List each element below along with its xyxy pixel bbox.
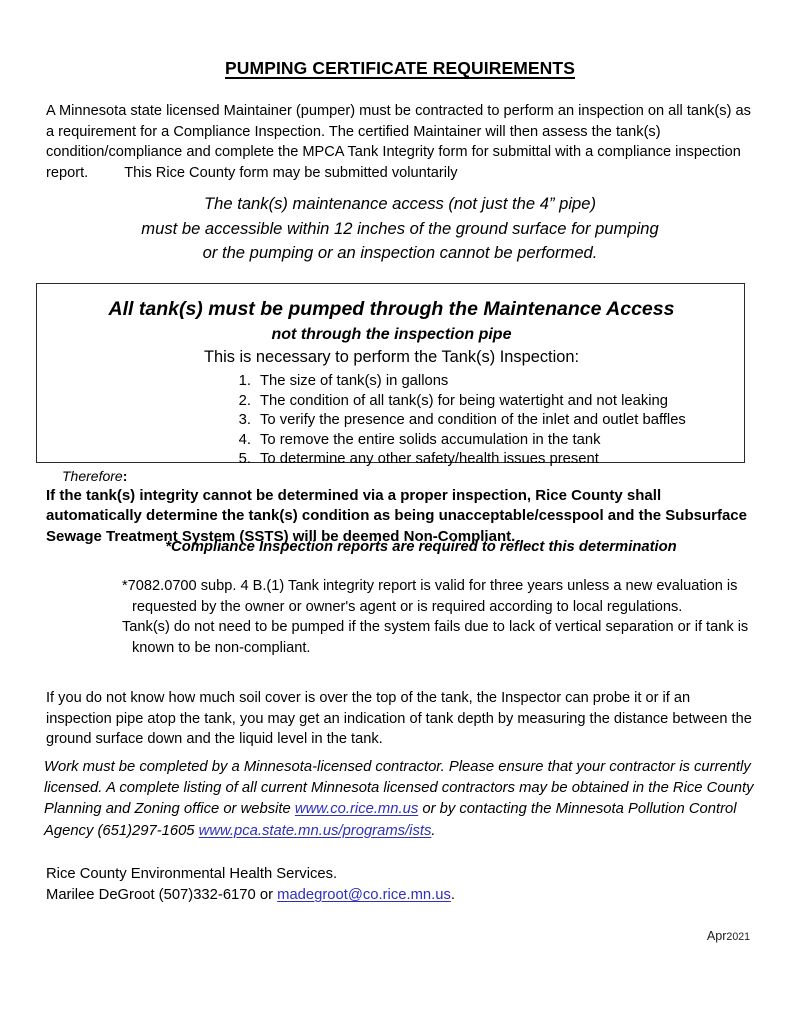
list-item-label: The condition of all tank(s) for being watertight and not leaking bbox=[260, 392, 668, 409]
therefore-label-word: Therefore bbox=[62, 468, 123, 484]
stanza-line-3: or the pumping or an inspection cannot be performed. bbox=[202, 243, 598, 262]
intro-paragraph-tail: This Rice County form may be submitted voluntarily bbox=[124, 164, 458, 181]
licensing-text-3: . bbox=[431, 822, 436, 839]
list-item bbox=[227, 392, 747, 412]
contact-person-line bbox=[46, 885, 646, 906]
contact-organization: Rice County Environmental Health Services. bbox=[46, 866, 338, 882]
therefore-body: If the tank(s) integrity cannot be determined via a proper inspection, Rice County shall automatically determine the tank(s) condition as being unacceptable/cesspool and the Subsurface Sewage Treatment System (SSTS) will be deemed Non-Compliant. bbox=[46, 487, 747, 545]
list-item bbox=[227, 372, 747, 392]
callout-heading-tertiary: This is necessary to perform the Tank(s) Inspection: bbox=[203, 348, 579, 366]
therefore-label-colon: : bbox=[122, 468, 128, 484]
list-item-label: To remove the entire solids accumulation in the tank bbox=[260, 431, 601, 448]
list-item-label: To determine any other safety/health issues present bbox=[260, 451, 599, 468]
maintenance-access-stanza bbox=[40, 192, 760, 266]
list-item-number: 4. bbox=[238, 431, 251, 448]
list-item-number: 3. bbox=[238, 412, 251, 429]
list-item-number: 1. bbox=[238, 373, 251, 389]
footer-date bbox=[600, 929, 750, 943]
statute-paragraph-2: Tank(s) do not need to be pumped if the system fails due to lack of vertical separation or if tank is known to be non-compliant. bbox=[122, 619, 749, 656]
footer-year: 2021 bbox=[726, 931, 750, 943]
contact-email-link[interactable]: madegroot@co.rice.mn.us bbox=[277, 887, 451, 903]
list-item bbox=[227, 450, 747, 470]
statute-block bbox=[122, 576, 762, 658]
mpca-website-link[interactable]: www.pca.state.mn.us/programs/ists bbox=[198, 822, 432, 839]
therefore-label bbox=[62, 468, 127, 484]
rice-county-website-link[interactable]: www.co.rice.mn.us bbox=[294, 801, 419, 818]
contact-block bbox=[46, 864, 646, 906]
stanza-line-1: The tank(s) maintenance access (not just the 4” pipe) bbox=[204, 194, 596, 213]
intro-paragraph-main: A Minnesota state licensed Maintainer (pumper) must be contracted to perform an inspection on all tank(s) as a requirement for a Compliance Inspection. The certified Maintainer will then assess the tank(s) condition/compliance and complete the MPCA Tank Integrity form for submittal with a compliance inspection report. bbox=[46, 103, 751, 181]
statute-paragraph-1: *7082.0700 subp. 4 B.(1) Tank integrity report is valid for three years unless a new evaluation is requested by the owner or owner's agent or is required according to local regulations. bbox=[122, 578, 738, 615]
inspection-requirements-list bbox=[227, 372, 747, 470]
licensing-text-1: Work must be completed by a Minnesota-licensed contractor. Please ensure that your contractor is currently licensed. A complete listing of all current Minnesota licensed contractors may be obtained in the Rice County Planning and Zoning office or website bbox=[44, 759, 754, 818]
contact-person-name: Marilee DeGroot (507)332-6170 or bbox=[46, 887, 278, 903]
stanza-line-2: must be accessible within 12 inches of the ground surface for pumping bbox=[141, 218, 659, 238]
contact-period: . bbox=[450, 887, 455, 903]
compliance-note: *Compliance Inspection reports are required to reflect this determination bbox=[165, 539, 677, 555]
licensing-paragraph bbox=[44, 757, 760, 842]
list-item-label: To verify the presence and condition of the inlet and outlet baffles bbox=[260, 412, 686, 429]
list-item bbox=[227, 431, 747, 451]
callout-heading-secondary: not through the inspection pipe bbox=[271, 326, 512, 343]
footer-month: Apr bbox=[706, 929, 727, 943]
list-item-number: 2. bbox=[238, 392, 251, 409]
list-item bbox=[227, 411, 747, 431]
soil-cover-paragraph: If you do not know how much soil cover is over the top of the tank, the Inspector can probe it or if an inspection pipe atop the tank, you may get an indication of tank depth by measuring the distance between the ground surface down and the liquid level in the tank. bbox=[46, 690, 752, 748]
list-item-number: 5. bbox=[238, 451, 251, 468]
intro-paragraph bbox=[46, 101, 758, 183]
callout-heading-primary: All tank(s) must be pumped through the Maintenance Access bbox=[108, 298, 675, 320]
page-title-text: PUMPING CERTIFICATE REQUIREMENTS bbox=[225, 58, 575, 78]
callout-box bbox=[36, 283, 745, 468]
licensing-text-2: or by contacting the Minnesota Pollution Control Agency (651)297-1605 bbox=[44, 801, 737, 839]
page-title bbox=[0, 58, 800, 79]
list-item-label: The size of tank(s) in gallons bbox=[260, 373, 449, 389]
